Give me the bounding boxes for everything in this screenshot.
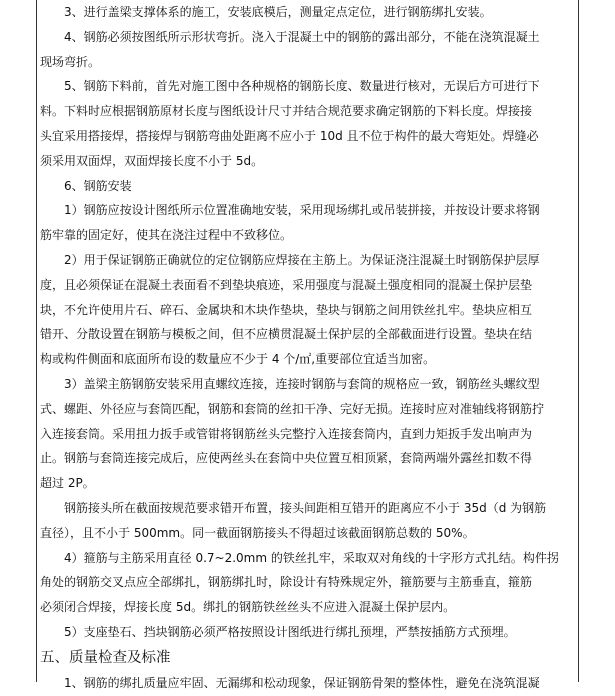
paragraph-line: 3）盖梁主筋钢筋安装采用直螺纹连接，连接时钢筋与套筒的规格应一致，钢筋丝头螺纹型: [64, 376, 540, 391]
paragraph-line: 5、钢筋下料前，首先对施工图中各种规格的钢筋长度、数量进行核对，无误后方可进行下: [64, 79, 540, 94]
paragraph-line: 式、螺距、外径应与套筒匹配，钢筋和套筒的丝扣干净、完好无损。连接时应对准轴线将钢筋拧: [40, 401, 545, 416]
paragraph-p62: [40, 248, 572, 372]
paragraph-line: 直径），且不小于 500mm。同一截面钢筋接头不得超过该截面钢筋总数的 50%。: [40, 525, 475, 540]
paragraph-line: 6、钢筋安装: [64, 178, 132, 193]
last-paragraph: [40, 671, 572, 696]
paragraph-line: 角处的钢筋交叉点应全部绑扎，钢筋绑扎时，除设计有特殊规定外，箍筋要与主筋垂直，箍筋: [40, 575, 533, 590]
paragraph-line: 1、钢筋的绑扎质量应牢固、无漏绑和松动现象，保证钢筋骨架的整体性，避免在浇筑混凝: [64, 675, 540, 690]
paragraph-line: 头宜采用搭接焊，搭接焊与钢筋弯曲处距离不应小于 10d 且不位于构件的最大弯矩处。焊缝必: [40, 128, 539, 143]
paragraph-line: 必须闭合焊接，焊接长度 5d。绑扎的钢筋铁丝丝头不应进入混凝土保护层内。: [40, 600, 456, 615]
paragraph-line: 构或构件侧面和底面所布设的数量应不少于 4 个/㎡,重要部位宜适当加密。: [40, 352, 436, 367]
paragraph-p4: [40, 25, 572, 75]
paragraph-p65: [40, 546, 572, 620]
section-heading: 五、质量检查及标准: [40, 649, 171, 666]
document-body: [40, 0, 572, 696]
paragraph-p64: [40, 496, 572, 546]
paragraph-list: [40, 0, 572, 645]
paragraph-line: 5）支座垫石、挡块钢筋必须严格按照设计图纸进行绑扎预埋，严禁按插筋方式预埋。: [64, 624, 516, 639]
paragraph-line: 4、钢筋必须按图纸所示形状弯折。浇入于混凝土中的钢筋的露出部分，不能在浇筑混凝土: [64, 29, 540, 44]
paragraph-line: 块，不允许使用片石、碎石、金属块和木块作垫块，垫块与钢筋之间用铁丝扎牢。垫块应相互: [40, 302, 533, 317]
paragraph-line: 超过 2P。: [40, 476, 95, 491]
paragraph-p3: [40, 0, 572, 25]
paragraph-line: 1）钢筋应按设计图纸所示位置准确地安装，采用现场绑扎或吊装拼接，并按设计要求将钢: [64, 203, 540, 218]
paragraph-line: 2）用于保证钢筋正确就位的定位钢筋应焊接在主筋上。为保证浇注混凝土时钢筋保护层厚: [64, 252, 540, 267]
paragraph-line: 度，且必须保证在混凝土表面看不到垫块痕迹，采用强度与混凝土强度相同的混凝土保护层垫: [40, 277, 533, 292]
paragraph-line: 4）箍筋与主筋采用直径 0.7~2.0mm 的铁丝扎牢，采取双对角线的十字形方式扎结。构件拐: [64, 550, 559, 565]
paragraph-line: 须采用双面焊，双面焊接长度不小于 5d。: [40, 153, 264, 168]
paragraph-line: 料。下料时应根据钢筋原材长度与图纸设计尺寸并结合规范要求确定钢筋的下料长度。焊接接: [40, 104, 533, 119]
paragraph-line: 止。钢筋与套筒连接完成后，应使两丝头在套筒中央位置互相顶紧，套筒两端外露丝扣数不得: [40, 451, 533, 466]
paragraph-p66: [40, 620, 572, 645]
paragraph-line: 现场弯折。: [40, 54, 101, 69]
paragraph-line: 钢筋接头所在截面按规范要求错开布置，接头间距相互错开的距离应不小于 35d（d 为钢筋: [64, 500, 547, 515]
paragraph-p61: [40, 198, 572, 248]
paragraph-p5: [40, 74, 572, 173]
paragraph-p6: [40, 174, 572, 199]
paragraph-line: 入连接套筒。采用扭力扳手或管钳将钢筋丝头完整拧入连接套筒内，直到力矩扳手发出响声为: [40, 426, 533, 441]
paragraph-p63: [40, 372, 572, 496]
paragraph-line: 错开、分散设置在钢筋与模板之间，但不应横贯混凝土保护层的全部截面进行设置。垫块在结: [40, 327, 533, 342]
paragraph-line: 筋牢靠的固定好，使其在浇注过程中不致移位。: [40, 228, 293, 243]
paragraph-line: 3、进行盖梁支撑体系的施工，安装底模后，测量定点定位，进行钢筋绑扎安装。: [64, 5, 492, 19]
